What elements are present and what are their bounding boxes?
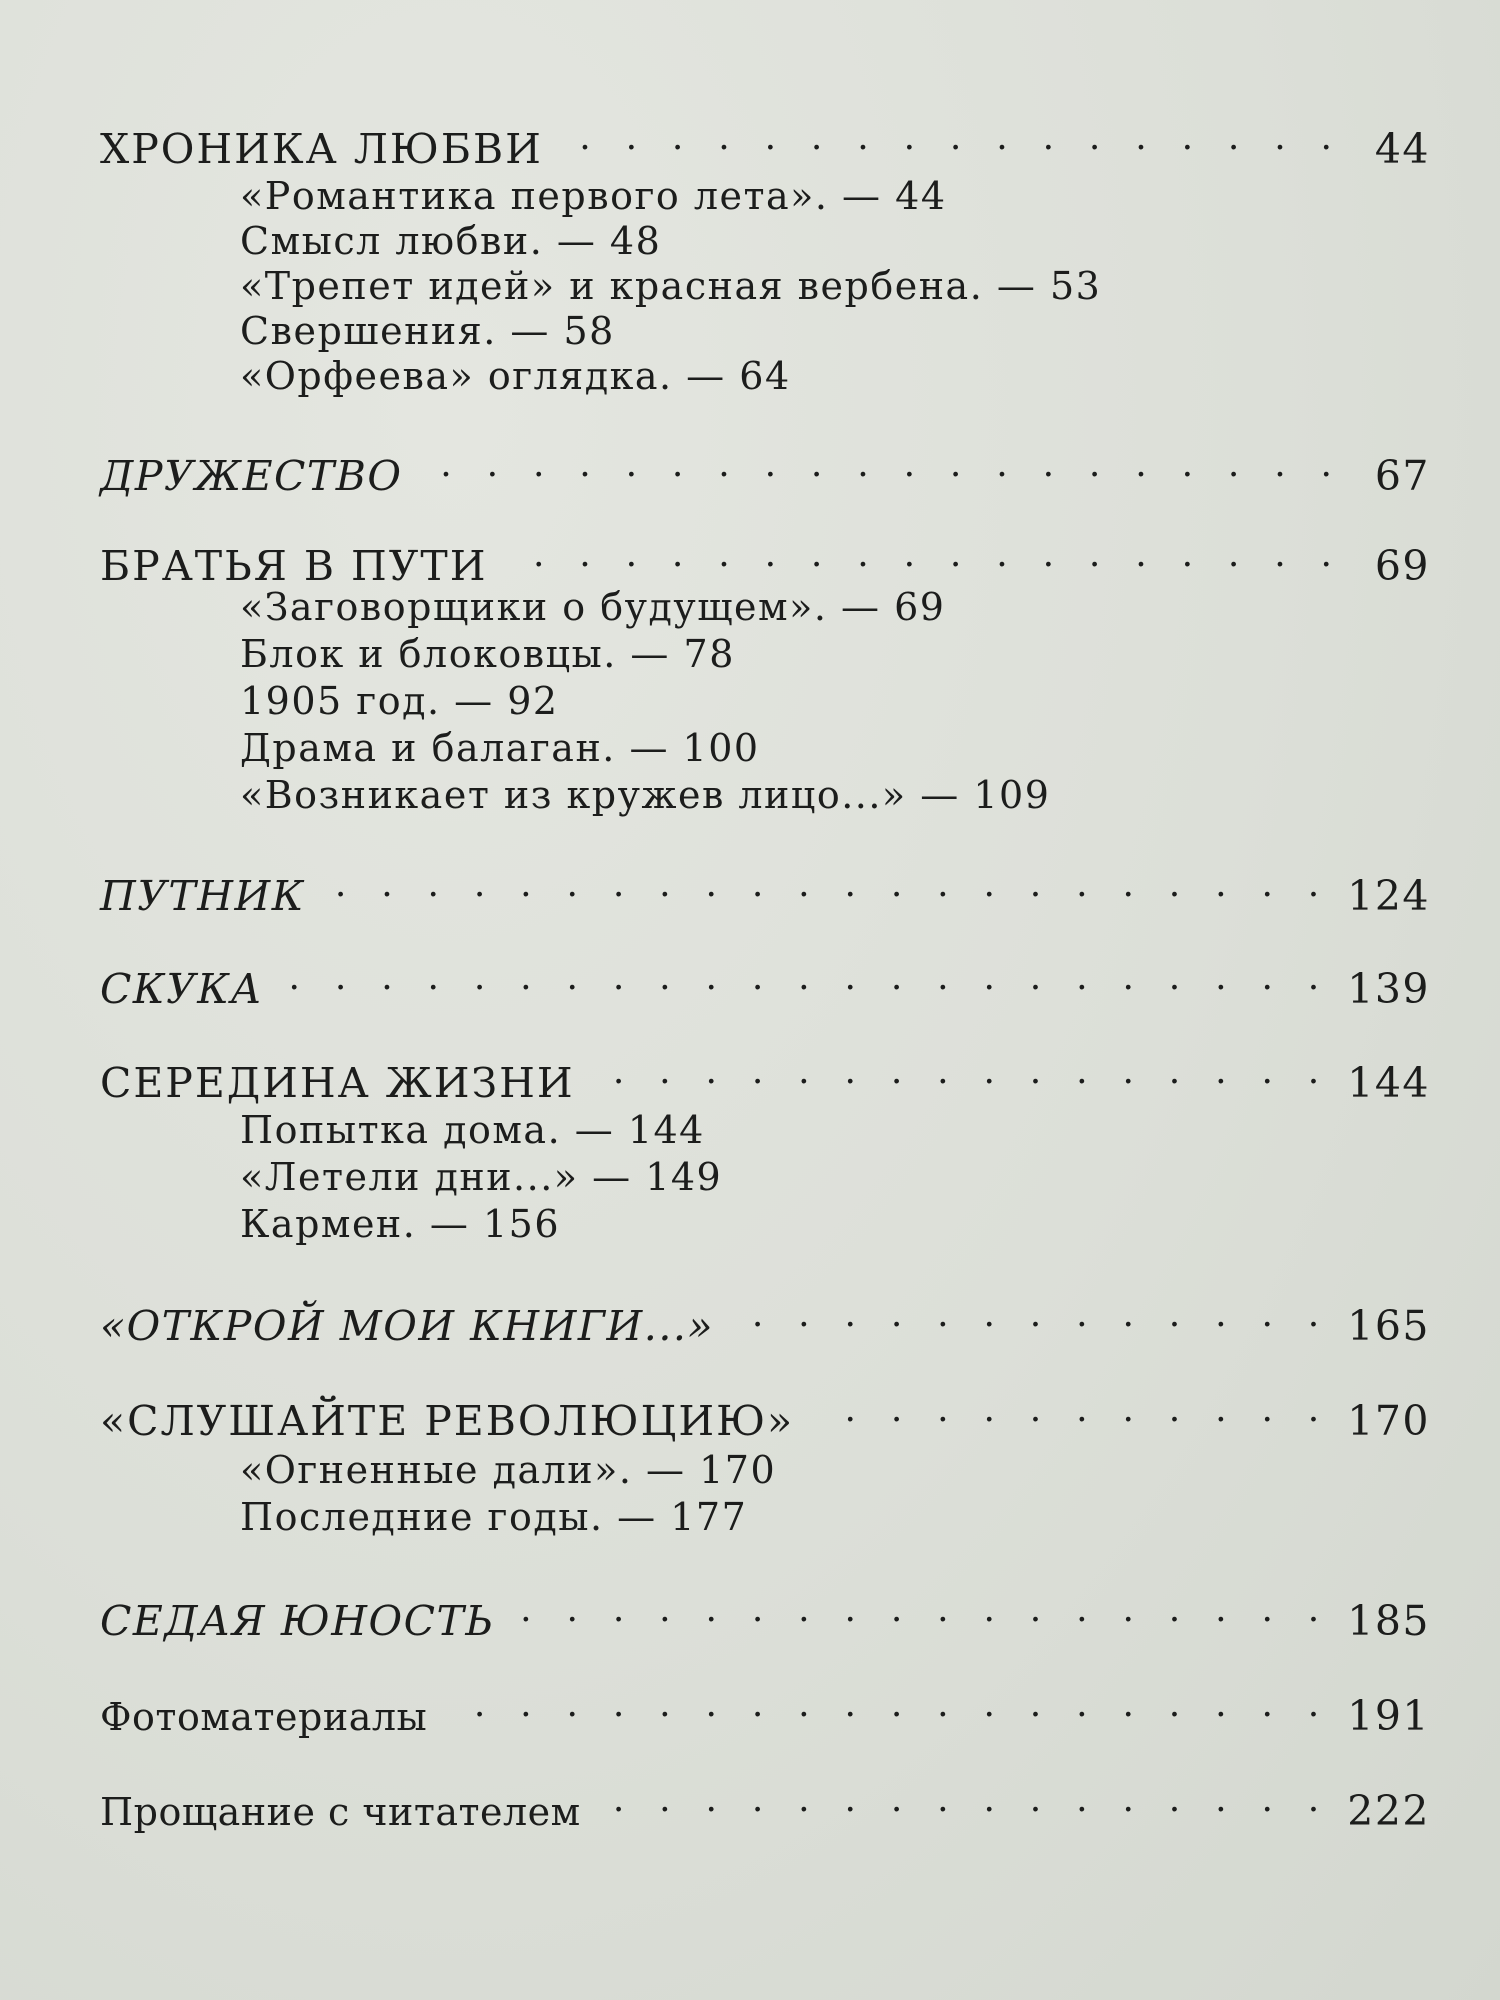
toc-subentry: Последние годы. — 177 — [240, 1495, 748, 1539]
dot-leader — [738, 1295, 1323, 1340]
toc-entry-title: СКУКА — [100, 965, 264, 1014]
dot-leader — [599, 1052, 1324, 1097]
toc-entry-page: 124 — [1347, 872, 1430, 921]
toc-entry-title: ПУТНИК — [100, 872, 305, 921]
toc-entry-page: 144 — [1347, 1059, 1430, 1108]
toc-entry-page: 185 — [1347, 1597, 1430, 1646]
dot-leader — [287, 958, 1323, 1003]
toc-subentry: 1905 год. — 92 — [240, 679, 559, 723]
toc-subentry: Блок и блоковцы. — 78 — [240, 632, 735, 676]
toc-entry-proshchanie — [100, 1780, 1430, 1834]
toc-entry-title: Прощание с читателем — [100, 1790, 581, 1835]
toc-entry-title: «СЛУШАЙТЕ РЕВОЛЮЦИЮ» — [100, 1397, 795, 1446]
toc-entry-otkroy-moi-knigi — [100, 1295, 1430, 1349]
toc-subentry: «Трепет идей» и красная вербена. — 53 — [240, 264, 1102, 308]
toc-entry-slushayte-revolyutsiyu — [100, 1390, 1430, 1444]
toc-entry-title: Фотоматериалы — [100, 1695, 428, 1740]
toc-entry-seredina-zhizni — [100, 1052, 1430, 1106]
toc-entry-page: 165 — [1347, 1302, 1430, 1351]
toc-subentry: Свершения. — 58 — [240, 309, 615, 353]
toc-entry-title: БРАТЬЯ В ПУТИ — [100, 542, 488, 591]
toc-entry-title: ДРУЖЕСТВО — [100, 452, 403, 501]
toc-entry-skuka — [100, 958, 1430, 1012]
toc-entry-page: 69 — [1374, 542, 1430, 591]
toc-entry-druzhestvo — [100, 445, 1430, 499]
dot-leader — [818, 1390, 1323, 1435]
dot-leader — [329, 865, 1323, 910]
toc-entry-sedaya-yunost — [100, 1590, 1430, 1644]
toc-subentry: Смысл любви. — 48 — [240, 219, 662, 263]
toc-entry-title: ХРОНИКА ЛЮБВИ — [100, 125, 543, 174]
toc-subentry: Драма и балаган. — 100 — [240, 726, 760, 770]
toc-entry-bratya-v-puti — [100, 535, 1430, 589]
toc-subentry: «Возникает из кружев лицо...» — 109 — [240, 773, 1051, 817]
toc-entry-page: 139 — [1347, 965, 1430, 1014]
toc-entry-page: 44 — [1374, 125, 1430, 174]
toc-entry-title: СЕРЕДИНА ЖИЗНИ — [100, 1059, 575, 1108]
toc-subentry: «Орфеева» оглядка. — 64 — [240, 354, 791, 398]
toc-entry-page: 170 — [1347, 1397, 1430, 1446]
dot-leader — [427, 445, 1336, 490]
toc-subentry: «Летели дни...» — 149 — [240, 1155, 723, 1199]
toc-entry-page: 67 — [1374, 452, 1430, 501]
toc-entry-putnik — [100, 865, 1430, 919]
toc-entry-khronika-lyubvi — [100, 118, 1430, 172]
dot-leader — [512, 535, 1336, 580]
dot-leader — [451, 1685, 1323, 1730]
toc-subentry: Попытка дома. — 144 — [240, 1108, 705, 1152]
toc-entry-title: «ОТКРОЙ МОИ КНИГИ...» — [100, 1302, 714, 1351]
toc-entry-fotomaterialy — [100, 1685, 1430, 1739]
toc-entry-title: СЕДАЯ ЮНОСТЬ — [100, 1597, 495, 1646]
dot-leader — [605, 1780, 1324, 1825]
toc-entry-page: 191 — [1347, 1692, 1430, 1741]
toc-subentry: «Заговорщики о будущем». — 69 — [240, 585, 946, 629]
toc-entry-page: 222 — [1347, 1787, 1430, 1836]
toc-subentry: Кармен. — 156 — [240, 1202, 561, 1246]
toc-subentry: «Романтика первого лета». — 44 — [240, 174, 947, 218]
dot-leader — [518, 1590, 1323, 1635]
toc-subentry: «Огненные дали». — 170 — [240, 1448, 777, 1492]
dot-leader — [567, 118, 1336, 163]
